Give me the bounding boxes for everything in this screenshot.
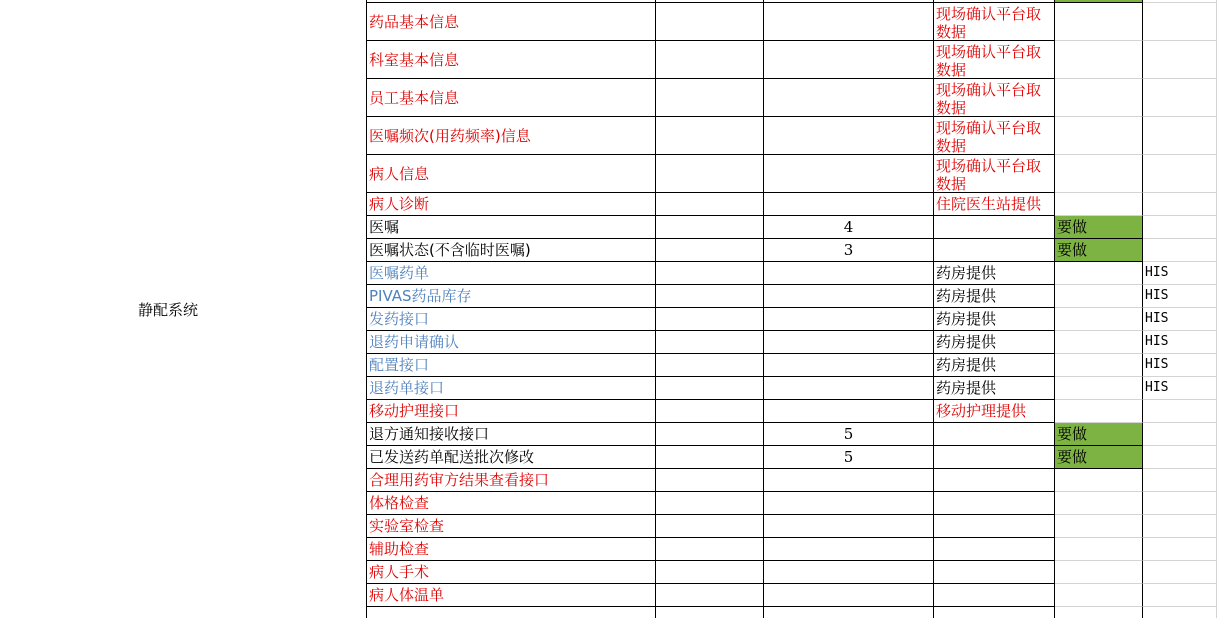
interface-name-text: 医嘱状态(不含临时医嘱): [369, 241, 531, 259]
interface-name-cell[interactable]: [367, 492, 656, 515]
interface-name-text: 体格检查: [369, 494, 430, 512]
source-text: 现场确认平台取数据: [936, 119, 1042, 155]
system-cell[interactable]: [1143, 155, 1217, 193]
todo-cell[interactable]: [1055, 584, 1143, 607]
source-cell[interactable]: [934, 538, 1055, 561]
todo-cell[interactable]: [1055, 117, 1143, 155]
system-cell[interactable]: [1143, 354, 1217, 377]
interface-name-text: 实验室检查: [369, 517, 445, 535]
source-cell[interactable]: [934, 216, 1055, 239]
interface-name-cell[interactable]: [367, 216, 656, 239]
todo-cell[interactable]: [1055, 239, 1143, 262]
system-text: HIS: [1145, 380, 1169, 395]
source-cell[interactable]: [934, 193, 1055, 216]
interface-name-cell[interactable]: [367, 423, 656, 446]
quantity-cell[interactable]: [764, 423, 934, 446]
empty-cell[interactable]: [656, 262, 764, 285]
system-text: HIS: [1145, 311, 1169, 326]
todo-text: 要做: [1057, 425, 1088, 443]
interface-name-cell[interactable]: [367, 607, 656, 618]
empty-cell[interactable]: [656, 377, 764, 400]
interface-name-cell[interactable]: [367, 41, 656, 79]
interface-name-text: 医嘱: [369, 218, 400, 236]
interface-name-cell[interactable]: [367, 354, 656, 377]
quantity-cell[interactable]: [764, 155, 934, 193]
interface-name-text: 病人手术: [369, 563, 430, 581]
interface-name-text: 退方通知接收接口: [369, 425, 490, 443]
quantity-cell[interactable]: [764, 400, 934, 423]
empty-cell[interactable]: [656, 193, 764, 216]
empty-cell[interactable]: [656, 584, 764, 607]
quantity-text: 5: [843, 425, 854, 443]
system-cell[interactable]: [1143, 446, 1217, 469]
source-text: 现场确认平台取数据: [936, 5, 1042, 41]
empty-cell[interactable]: [656, 400, 764, 423]
interface-name-cell[interactable]: [367, 262, 656, 285]
system-cell[interactable]: [1143, 79, 1217, 117]
empty-cell[interactable]: [656, 285, 764, 308]
interface-name-text: 配置接口: [369, 356, 430, 374]
quantity-cell[interactable]: [764, 285, 934, 308]
todo-cell[interactable]: [1055, 193, 1143, 216]
todo-cell[interactable]: [1055, 41, 1143, 79]
quantity-cell[interactable]: [764, 216, 934, 239]
interface-name-cell[interactable]: [367, 331, 656, 354]
source-cell[interactable]: [934, 561, 1055, 584]
todo-text: 要做: [1057, 448, 1088, 466]
quantity-cell[interactable]: [764, 262, 934, 285]
system-cell[interactable]: [1143, 308, 1217, 331]
source-text: 现场确认平台取数据: [936, 81, 1042, 117]
quantity-cell[interactable]: [764, 308, 934, 331]
todo-cell[interactable]: [1055, 308, 1143, 331]
todo-cell[interactable]: [1055, 262, 1143, 285]
system-cell[interactable]: [1143, 469, 1217, 492]
quantity-text: 3: [843, 241, 854, 259]
system-cell[interactable]: [1143, 423, 1217, 446]
empty-cell[interactable]: [656, 561, 764, 584]
quantity-cell[interactable]: [764, 561, 934, 584]
todo-cell[interactable]: [1055, 216, 1143, 239]
system-cell[interactable]: [1143, 262, 1217, 285]
empty-cell[interactable]: [656, 446, 764, 469]
system-cell[interactable]: [1143, 331, 1217, 354]
empty-cell[interactable]: [656, 41, 764, 79]
quantity-cell[interactable]: [764, 331, 934, 354]
source-cell[interactable]: [934, 400, 1055, 423]
empty-cell[interactable]: [656, 331, 764, 354]
source-cell[interactable]: [934, 239, 1055, 262]
source-text: 现场确认平台取数据: [936, 43, 1042, 79]
quantity-cell[interactable]: [764, 492, 934, 515]
interface-name-cell[interactable]: [367, 584, 656, 607]
source-text: 药房提供: [936, 310, 997, 328]
merged-system-label: 静配系统: [137, 300, 198, 319]
system-cell[interactable]: [1143, 41, 1217, 79]
todo-cell[interactable]: [1055, 3, 1143, 41]
interface-name-cell[interactable]: [367, 400, 656, 423]
quantity-cell[interactable]: [764, 446, 934, 469]
source-cell[interactable]: [934, 607, 1055, 618]
interface-name-cell[interactable]: [367, 193, 656, 216]
todo-cell[interactable]: [1055, 400, 1143, 423]
empty-cell[interactable]: [656, 117, 764, 155]
system-cell[interactable]: [1143, 515, 1217, 538]
quantity-cell[interactable]: [764, 607, 934, 618]
source-cell[interactable]: [934, 3, 1055, 41]
source-cell[interactable]: [934, 41, 1055, 79]
quantity-cell[interactable]: [764, 584, 934, 607]
quantity-text: 5: [843, 448, 854, 466]
interface-name-cell[interactable]: [367, 446, 656, 469]
todo-cell[interactable]: [1055, 79, 1143, 117]
empty-cell[interactable]: [656, 515, 764, 538]
interface-name-cell[interactable]: [367, 515, 656, 538]
quantity-cell[interactable]: [764, 538, 934, 561]
system-cell[interactable]: [1143, 400, 1217, 423]
interface-name-cell[interactable]: [367, 239, 656, 262]
interface-name-cell[interactable]: [367, 377, 656, 400]
quantity-text: 4: [843, 218, 854, 236]
todo-cell[interactable]: [1055, 492, 1143, 515]
todo-cell[interactable]: [1055, 607, 1143, 618]
empty-cell[interactable]: [656, 239, 764, 262]
todo-cell[interactable]: [1055, 538, 1143, 561]
empty-cell[interactable]: [656, 155, 764, 193]
todo-text: 要做: [1057, 241, 1088, 259]
empty-cell[interactable]: [656, 607, 764, 618]
system-cell[interactable]: [1143, 117, 1217, 155]
todo-cell[interactable]: [1055, 377, 1143, 400]
source-text: 药房提供: [936, 379, 997, 397]
quantity-cell[interactable]: [764, 193, 934, 216]
system-cell[interactable]: [1143, 492, 1217, 515]
quantity-cell[interactable]: [764, 79, 934, 117]
empty-cell[interactable]: [656, 538, 764, 561]
interface-name-cell[interactable]: [367, 155, 656, 193]
source-cell[interactable]: [934, 79, 1055, 117]
source-text: 药房提供: [936, 333, 997, 351]
interface-name-text: 病人诊断: [369, 195, 430, 213]
source-cell[interactable]: [934, 354, 1055, 377]
empty-cell[interactable]: [656, 3, 764, 41]
quantity-cell[interactable]: [764, 41, 934, 79]
system-cell[interactable]: [1143, 239, 1217, 262]
empty-cell[interactable]: [656, 79, 764, 117]
system-cell[interactable]: [1143, 216, 1217, 239]
system-text: HIS: [1145, 357, 1169, 372]
interface-name-text: 医嘱频次(用药频率)信息: [369, 126, 531, 145]
interface-name-text: 病人信息: [369, 164, 430, 183]
source-cell[interactable]: [934, 331, 1055, 354]
empty-cell[interactable]: [656, 216, 764, 239]
quantity-cell[interactable]: [764, 469, 934, 492]
source-cell[interactable]: [934, 308, 1055, 331]
interface-name-cell[interactable]: [367, 469, 656, 492]
todo-cell[interactable]: [1055, 331, 1143, 354]
interface-name-text: 医嘱药单: [369, 264, 430, 282]
source-text: 药房提供: [936, 356, 997, 374]
empty-cell[interactable]: [656, 469, 764, 492]
source-cell[interactable]: [934, 446, 1055, 469]
source-cell[interactable]: [934, 492, 1055, 515]
source-cell[interactable]: [934, 155, 1055, 193]
interface-name-text: 已发送药单配送批次修改: [369, 448, 535, 466]
quantity-cell[interactable]: [764, 117, 934, 155]
source-text: 药房提供: [936, 287, 997, 305]
interface-name-text: 退药单接口: [369, 379, 445, 397]
system-text: HIS: [1145, 288, 1169, 303]
todo-cell[interactable]: [1055, 354, 1143, 377]
interface-name-cell[interactable]: [367, 538, 656, 561]
interface-name-text: 辅助检查: [369, 540, 430, 558]
quantity-cell[interactable]: [764, 239, 934, 262]
source-cell[interactable]: [934, 584, 1055, 607]
system-cell[interactable]: [1143, 377, 1217, 400]
source-cell[interactable]: [934, 423, 1055, 446]
todo-cell[interactable]: [1055, 155, 1143, 193]
system-text: HIS: [1145, 265, 1169, 280]
interface-name-cell[interactable]: [367, 3, 656, 41]
system-cell[interactable]: [1143, 193, 1217, 216]
interface-name-text: PIVAS药品库存: [369, 287, 472, 305]
source-cell[interactable]: [934, 377, 1055, 400]
interface-name-text: 药品基本信息: [369, 12, 460, 31]
quantity-cell[interactable]: [764, 354, 934, 377]
quantity-cell[interactable]: [764, 515, 934, 538]
interface-name-text: 病人体温单: [369, 586, 445, 604]
interface-name-cell[interactable]: [367, 561, 656, 584]
interface-name-text: 发药接口: [369, 310, 430, 328]
todo-cell[interactable]: [1055, 515, 1143, 538]
empty-cell[interactable]: [656, 354, 764, 377]
system-cell[interactable]: [1143, 607, 1217, 618]
interface-name-text: 退药申请确认: [369, 333, 460, 351]
system-cell[interactable]: [1143, 584, 1217, 607]
source-cell[interactable]: [934, 117, 1055, 155]
source-cell[interactable]: [934, 469, 1055, 492]
system-text: HIS: [1145, 334, 1169, 349]
todo-cell[interactable]: [1055, 561, 1143, 584]
quantity-cell[interactable]: [764, 377, 934, 400]
interface-name-text: 合理用药审方结果查看接口: [369, 471, 550, 489]
todo-cell[interactable]: [1055, 446, 1143, 469]
source-text: 药房提供: [936, 264, 997, 282]
interface-name-text: 员工基本信息: [369, 88, 460, 107]
empty-cell[interactable]: [656, 492, 764, 515]
interface-name-text: 科室基本信息: [369, 50, 460, 69]
source-cell[interactable]: [934, 285, 1055, 308]
todo-cell[interactable]: [1055, 285, 1143, 308]
system-cell[interactable]: [1143, 285, 1217, 308]
interface-name-cell[interactable]: [367, 79, 656, 117]
empty-cell[interactable]: [656, 308, 764, 331]
source-text: 移动护理提供: [936, 402, 1027, 420]
source-text: 现场确认平台取数据: [936, 157, 1042, 193]
source-text: 住院医生站提供: [936, 195, 1042, 213]
quantity-cell[interactable]: [764, 3, 934, 41]
todo-cell[interactable]: [1055, 423, 1143, 446]
interface-name-cell[interactable]: [367, 308, 656, 331]
interface-name-text: 移动护理接口: [369, 402, 460, 420]
source-cell[interactable]: [934, 515, 1055, 538]
interface-name-cell[interactable]: [367, 285, 656, 308]
system-cell[interactable]: [1143, 561, 1217, 584]
system-cell[interactable]: [1143, 3, 1217, 41]
interface-name-cell[interactable]: [367, 117, 656, 155]
system-cell[interactable]: [1143, 538, 1217, 561]
todo-text: 要做: [1057, 218, 1088, 236]
empty-cell[interactable]: [656, 423, 764, 446]
todo-cell[interactable]: [1055, 469, 1143, 492]
source-cell[interactable]: [934, 262, 1055, 285]
merged-system-cell[interactable]: [0, 0, 367, 618]
